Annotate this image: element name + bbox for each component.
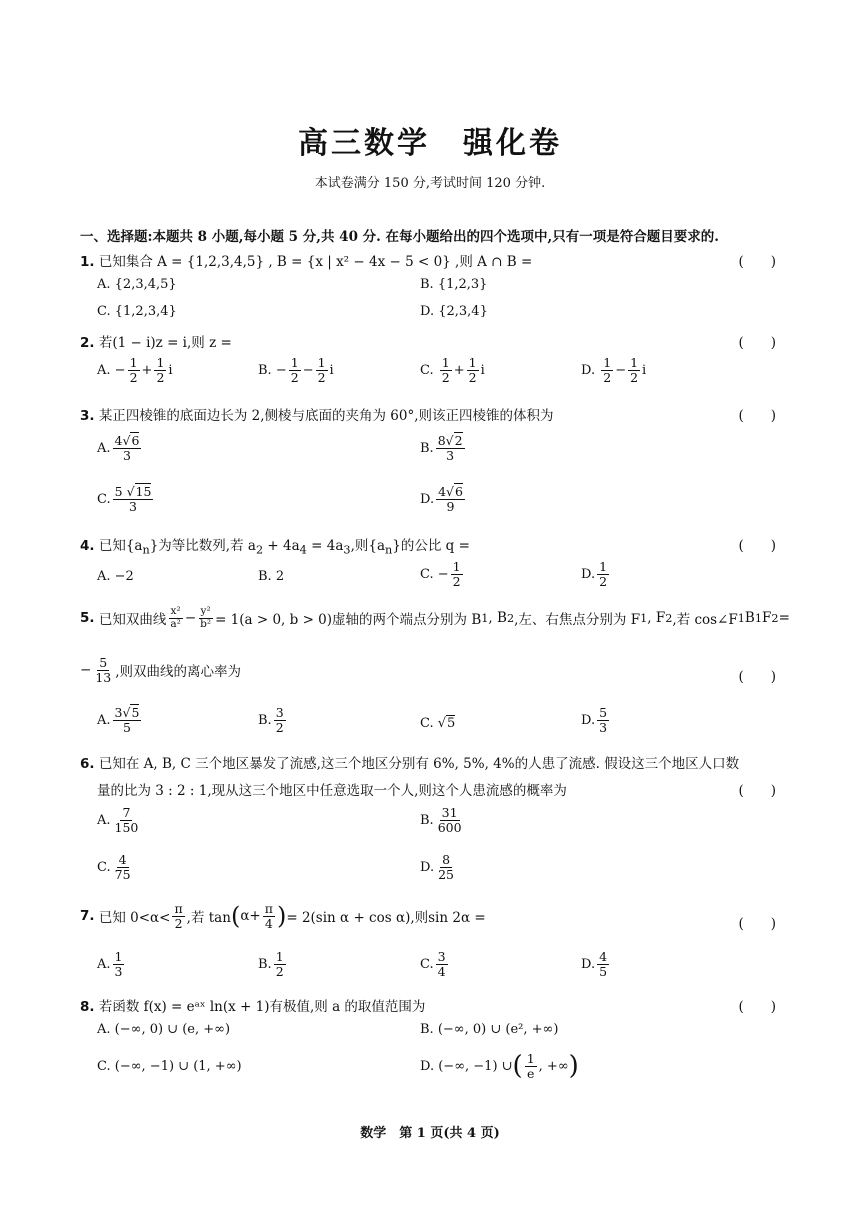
option-a[interactable]: A. $\frac{3√5}{5}$ <box>97 705 140 735</box>
option-b[interactable]: B. (−∞, 0) ∪ (e², +∞) <box>420 1022 559 1037</box>
question-number: 3. <box>80 408 95 424</box>
question-number: 5. <box>80 610 95 627</box>
option-d[interactable]: D. $\frac{5}{3}$ <box>581 705 608 735</box>
option-c[interactable]: C. $\frac{4}{75}$ <box>97 852 131 882</box>
exam-info: 本试卷满分 150 分,考试时间 120 分钟. <box>314 176 546 191</box>
question-2 <box>80 331 232 351</box>
option-a[interactable]: A. $\frac{7}{150}$ <box>97 805 139 835</box>
option-b[interactable]: B. $\frac{3}{2}$ <box>258 705 284 735</box>
option-d[interactable]: D. (−∞, −1) ∪ ( $\frac{1}{e}$ , +∞ ) <box>420 1050 579 1081</box>
option-b[interactable]: B. $\frac{8√2}{3}$ <box>420 433 463 463</box>
question-1 <box>80 250 532 270</box>
option-b[interactable]: B. {1,2,3} <box>420 277 488 292</box>
option-d[interactable]: D. $\frac{1}{2}$ <box>581 559 608 589</box>
option-b[interactable]: B. 2 <box>258 569 285 584</box>
option-a[interactable]: A. $\frac{1}{3}$ <box>97 949 123 979</box>
question-7: 7. 已知 0<α< $\frac{\pi}{2}$ ,若 tan ( α+ $\frac{\pi}{4}$ ) = 2(sin α + cos α),则sin 2α = <box>80 901 486 931</box>
option-c[interactable]: C. $\frac{1}{2}$ + $\frac{1}{2}$ i <box>420 355 485 385</box>
question-6-line-2: 量的比为 3 : 2 : 1,现从这三个地区中任意选取一个人,则这个人患流感的概率为 <box>97 783 567 799</box>
question-number: 8. <box>80 999 95 1015</box>
option-b[interactable]: B. − $\frac{1}{2}$ − $\frac{1}{2}$ i <box>258 355 334 385</box>
option-c[interactable]: C. {1,2,3,4} <box>97 304 177 319</box>
option-c[interactable]: C. $\frac{3}{4}$ <box>420 949 446 979</box>
question-5-line-2: − $\frac{5}{13}$ ,则双曲线的离心率为 <box>80 655 242 685</box>
option-c[interactable]: C. $\frac{5 √15}{3}$ <box>97 484 152 514</box>
option-a[interactable]: A. − $\frac{1}{2}$ + $\frac{1}{2}$ i <box>97 355 173 385</box>
question-number: 1. <box>80 254 95 270</box>
question-stem: 已知集合 A = {1,2,3,4,5} , B = {x | x² − 4x − 5 < 0} ,则 A ∩ B = <box>98 254 533 270</box>
section-heading: 一、选择题:本题共 8 小题,每小题 5 分,共 40 分. 在每小题给出的四个选项中,只有一项是符合题目要求的. <box>80 229 719 245</box>
page-title: 高三数学 强化卷 <box>298 126 562 161</box>
page-footer: 数学 第 1 页(共 4 页) <box>360 1126 500 1141</box>
question-4: 4. 已知$\{a_n\}$为等比数列,若 $a_2 + 4a_4 = 4a_3$,则$\{a_n\}$的公比 q = <box>80 538 470 557</box>
option-a[interactable]: A. $\frac{4√6}{3}$ <box>97 433 140 463</box>
question-6 <box>80 752 739 772</box>
option-c[interactable]: C. − $\frac{1}{2}$ <box>420 559 461 589</box>
question-number: 7. <box>80 908 95 925</box>
question-number: 2. <box>80 335 95 351</box>
option-a[interactable]: A. −2 <box>97 569 134 584</box>
option-d[interactable]: D. $\frac{4√6}{9}$ <box>420 484 463 514</box>
option-c[interactable]: C. √ 5 <box>420 715 456 731</box>
option-a[interactable]: A. {2,3,4,5} <box>97 277 177 292</box>
question-stem: 已知在 A, B, C 三个地区暴发了流感,这三个地区分别有 6%, 5%, 4%的人患了流感. 假设这三个地区人口数 <box>98 756 740 772</box>
question-8 <box>80 995 425 1015</box>
question-stem: 某正四棱锥的底面边长为 2,侧棱与底面的夹角为 60°,则该正四棱锥的体积为 <box>98 408 554 424</box>
option-b[interactable]: B. $\frac{31}{600}$ <box>420 805 462 835</box>
option-b[interactable]: B. $\frac{1}{2}$ <box>258 949 284 979</box>
question-5: 5. 已知双曲线 $\frac{\text{x²}}{\text{a²}}$ − $\frac{\text{y²}}{\text{b²}}$ = 1(a > 0, b > 0)虚轴的两个端点分别为 B 1 , B 2 ,左、右焦点分别为 F 1 , F 2 ,若 cos∠F 1 B 1 F 2 = <box>80 605 790 630</box>
option-c[interactable]: C. (−∞, −1) ∪ (1, +∞) <box>97 1059 242 1074</box>
option-d[interactable]: D. {2,3,4} <box>420 304 488 319</box>
option-d[interactable]: D. $\frac{4}{5}$ <box>581 949 608 979</box>
question-number: 4. <box>80 538 95 554</box>
question-stem: 若函数 f(x) = eᵃˣ ln(x + 1)有极值,则 a 的取值范围为 <box>98 999 426 1015</box>
option-a[interactable]: A. (−∞, 0) ∪ (e, +∞) <box>97 1022 231 1037</box>
question-stem: 若(1 − i)z = i,则 z = <box>98 335 232 351</box>
question-number: 6. <box>80 756 95 772</box>
option-d[interactable]: D. $\frac{8}{25}$ <box>420 852 454 882</box>
option-d[interactable]: D. $\frac{1}{2}$ − $\frac{1}{2}$ i <box>581 355 647 385</box>
question-3 <box>80 404 554 424</box>
